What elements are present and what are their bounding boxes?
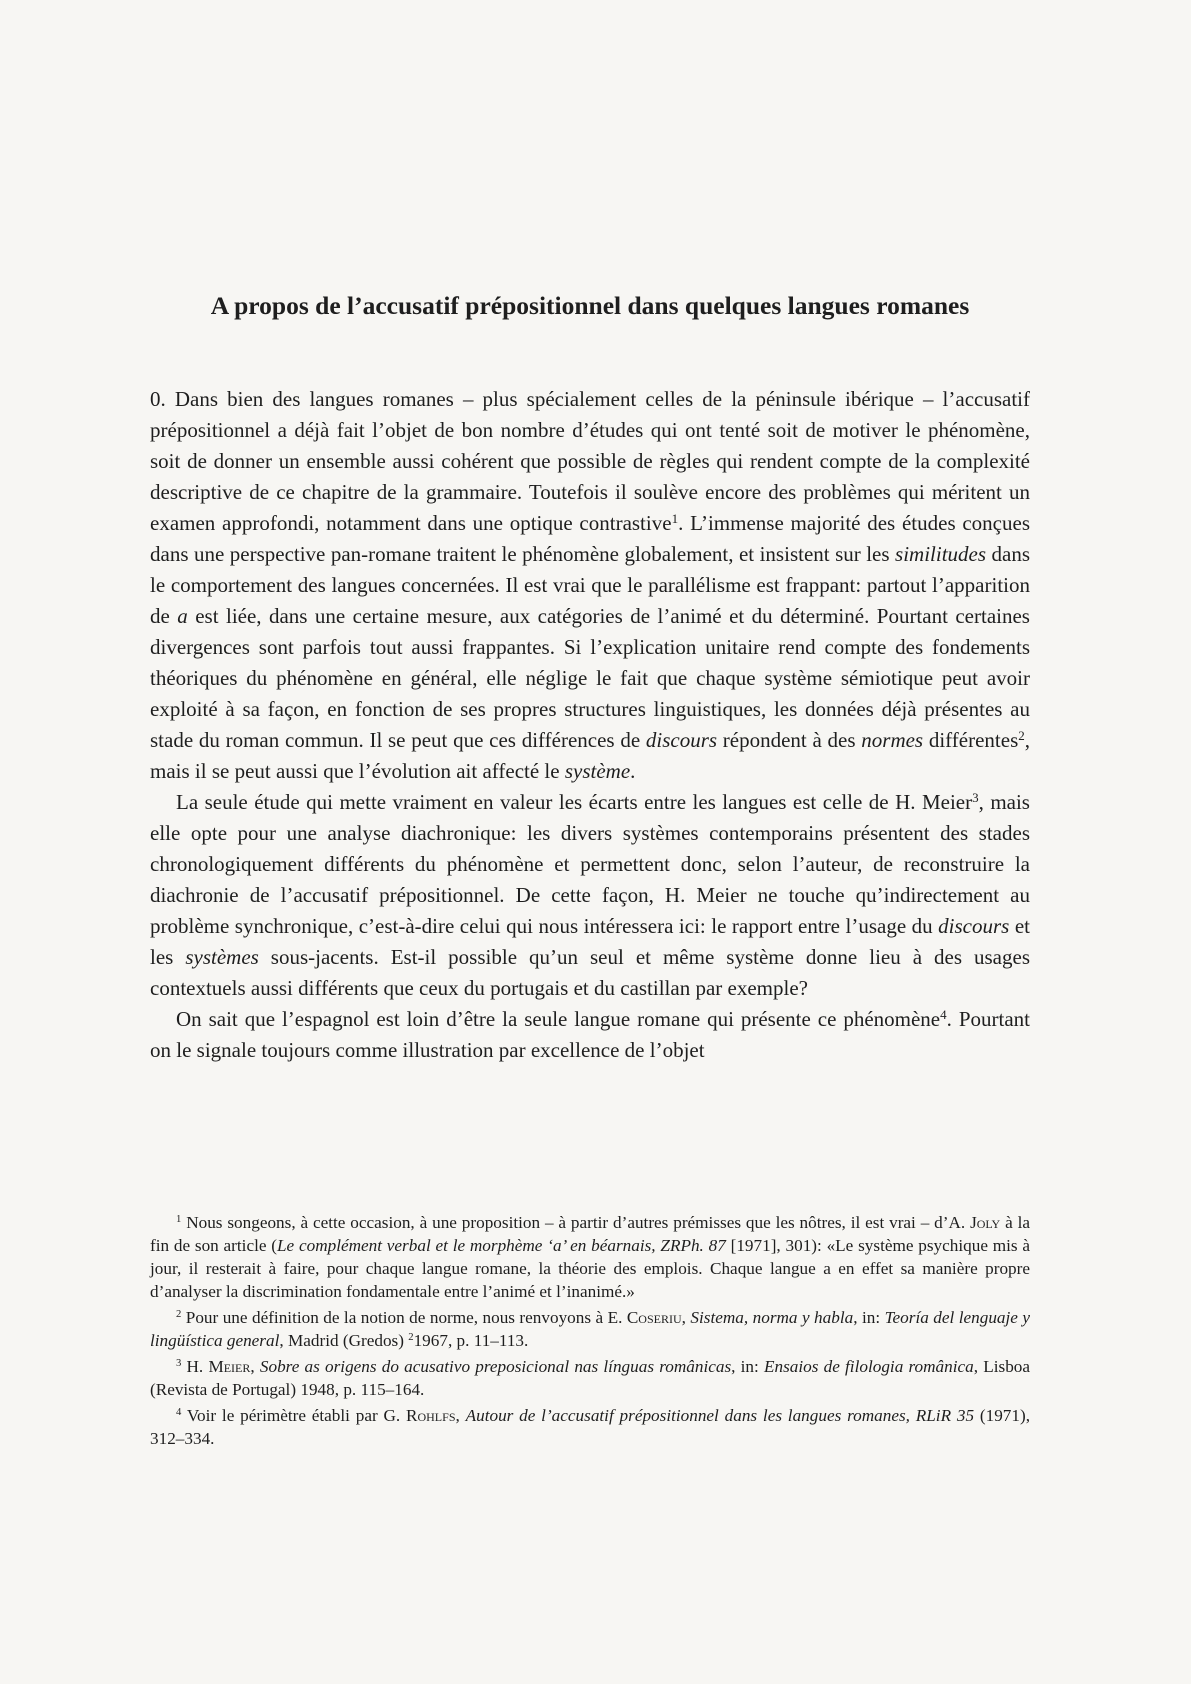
footnote-number: 3	[176, 1358, 182, 1370]
author-name: Coseriu	[626, 1308, 682, 1327]
paragraph-2: La seule étude qui mette vraiment en valeur les écarts entre les langues est celle de H. Meier$^3$, mais elle opte pour une analyse diachronique: les divers systèmes contemporains présentent des stades chronologiquement différents du phénomène et permettent donc, selon l’auteur, de reconstruire la diachronie de l’accusatif prépositionnel. De cette façon, H. Meier ne touche qu’indirectement au problème synchronique, c’est-à-dire celui qui nous intéressera ici: le rapport entre l’usage du discours et les systèmes sous-jacents. Est-il possible qu’un seul et même système donne lieu à des usages contextuels aussi différents que ceux du portugais et du castillan par exemple?	[150, 789, 1031, 1000]
footnotes	[150, 1211, 1030, 1453]
author-name: Joly	[970, 1213, 1001, 1232]
footnote-3: $^3$ H. Meier, Sobre as origens do acusativo preposicional nas línguas românicas, in: Ensaios de filologia românica, Lisboa (Revista de Portugal) 1948, p. 115–164.	[150, 1357, 1031, 1399]
footnote-number: 2	[176, 1309, 182, 1321]
footnote-ref-2[interactable]: 2	[1018, 727, 1025, 743]
paragraph-3: On sait que l’espagnol est loin d’être la seule langue romane qui présente ce phénomène$^4$. Pourtant on le signale toujours comme illustration par excellence de l’objet	[150, 1006, 1030, 1062]
footnote-number: 4	[176, 1407, 182, 1419]
footnote-4: $^4$ Voir le périmètre établi par G. Rohlfs, Autour de l’accusatif prépositionnel dans les langues romanes, RLiR 35 (1971), 312–334.	[150, 1406, 1031, 1448]
footnote-ref-4[interactable]: 4	[940, 1006, 947, 1022]
author-name: Rohlfs	[406, 1406, 456, 1425]
footnote-ref-3[interactable]: 3	[972, 789, 979, 805]
article-title: A propos de l’accusatif prépositionnel dans quelques langues romanes	[210, 291, 970, 320]
footnote-number: 1	[176, 1214, 182, 1226]
article-body	[150, 384, 1030, 1066]
footnote-1: $^1$ Nous songeons, à cette occasion, à une proposition – à partir d’autres prémisses que les nôtres, il est vrai – d’A. Joly à la fin de son article (Le complément verbal et le morphème ‘a’ en béarnais, ZRPh. 87 [1971], 301): «Le système psychique mis à jour, il resterait à faire, pour chaque langue romane, la théorie des emplois. Chaque langue a en effet sa manière propre d’analyser la discrimination fondamentale entre l’animé et l’inanimé.»	[150, 1213, 1030, 1301]
footnote-2: $^2$ Pour une définition de la notion de norme, nous renvoyons à E. Coseriu, Sistema, norma y habla, in: Teoría del lenguaje y lingüística general, Madrid (Gredos) $^2$1967, p. 11–113.	[150, 1308, 1031, 1350]
paragraph-1: 0. Dans bien des langues romanes – plus spécialement celles de la péninsule ibérique – l’accusatif prépositionnel a déjà fait l’objet de bon nombre d’études qui ont tenté soit de motiver le phénomène, soit de donner un ensemble aussi cohérent que possible de règles qui rendent compte de la complexité descriptive de ce chapitre de la grammaire. Toutefois il soulève encore des problèmes qui méritent un examen approfondi, notamment dans une optique contrastive$^1$. L’immense majorité des études conçues dans une perspective pan-romane traitent le phénomène globalement, et insistent sur les similitudes dans le comportement des langues concernées. Il est vrai que le parallélisme est frappant: partout l’apparition de a est liée, dans une certaine mesure, aux catégories de l’animé et du déterminé. Pourtant certaines divergences sont parfois tout aussi frappantes. Si l’explication unitaire rend compte des fondements théoriques du phénomène en général, elle néglige le fait que chaque système sémiotique peut avoir exploité à sa façon, en fonction de ses propres structures linguistiques, les données déjà présentes au stade du roman commun. Il se peut que ces différences de discours répondent à des normes différentes$^2$, mais il se peut aussi que l’évolution ait affecté le système.	[150, 387, 1031, 783]
author-name: Meier	[208, 1357, 251, 1376]
edition-number: 2	[408, 1332, 414, 1344]
footnote-ref-1[interactable]: 1	[671, 510, 679, 526]
